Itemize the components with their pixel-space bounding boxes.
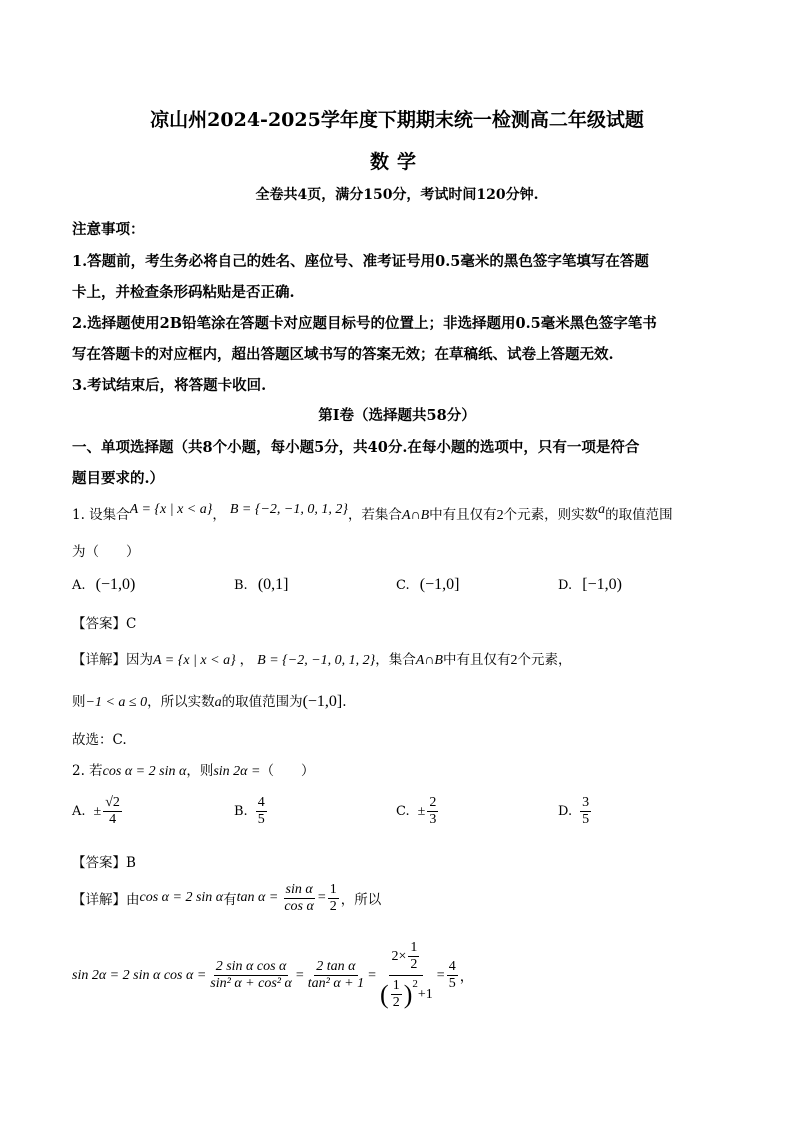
q1-detail-1d: 个元素， (517, 652, 572, 668)
q2-option-c-label: C. (396, 804, 410, 819)
q2-option-a-num: √2 (105, 795, 120, 810)
q2-detail-frac-2-den: 2 (329, 898, 337, 914)
q2-eq-frac-3-den-tail: +1 (417, 986, 433, 1002)
part-1-line-2: 题目要求的.） (72, 470, 165, 487)
q2-eq-eq2: = (368, 967, 377, 983)
q2-eq-frac-2 (306, 959, 366, 992)
q1-mid3: 个元素，则实数 (503, 507, 599, 523)
note-2-line-2: 写在答题卡的对应框内，超出答题区域书写的答案无效；在草稿纸、试卷上答题无效. (72, 346, 614, 363)
q1-detail-end: . (342, 694, 347, 710)
q2-option-d-den: 5 (582, 812, 590, 827)
q2-eq-frac-1 (208, 959, 294, 992)
part-1-line-1: 一、单项选择题（共8个小题，每小题5分，共40分.在每小题的选项中，只有一项是符合 (72, 439, 640, 456)
q1-detail-range: (−1,0] (302, 693, 343, 710)
q2-eq-frac-1-den: sin² α + cos² α (210, 976, 292, 991)
q1-option-d[interactable] (558, 576, 622, 594)
q2-detail-condition: cos α = 2 sin α (139, 890, 224, 905)
q1-option-c-value: (−1,0] (419, 576, 460, 593)
q2-detail-1b: 有 (223, 892, 237, 908)
q2-answer: 【答案】B (72, 855, 136, 871)
q1-detail-set-b: B = {−2, −1, 0, 1, 2} (257, 653, 376, 668)
q2-eq-square: 2 (412, 978, 418, 990)
q2-ask: sin 2α = (213, 764, 261, 779)
q1-detail-1c: 中有且仅有 (442, 652, 511, 668)
q1-option-a-label: A. (72, 578, 86, 593)
q1-option-b-label: B. (234, 578, 248, 593)
q2-detail-tag: 【详解】 (72, 892, 126, 908)
q1-detail-inequality: −1 < a ≤ 0 (85, 695, 148, 710)
q1-detail-line-2 (72, 690, 347, 711)
q1-detail-set-a: A = {x | x < a} (153, 653, 236, 668)
q2-option-b-num: 4 (257, 795, 265, 810)
q2-option-c-pm: ± (417, 803, 426, 819)
q2-prefix: 2. 若 (72, 763, 103, 779)
q1-comma: ， (212, 507, 226, 523)
q2-option-c-num: 2 (429, 795, 437, 810)
q2-option-a-label: A. (72, 804, 86, 819)
q1-detail-1a: 因为 (126, 652, 153, 668)
q2-option-b-label: B. (234, 804, 248, 819)
q2-detail-eq: = (317, 890, 326, 905)
q1-intersection: A∩B (401, 508, 430, 523)
q1-detail-2c: 的取值范围为 (221, 694, 303, 710)
q2-eq-frac-3-num-frac-d: 2 (410, 957, 418, 972)
q1-detail-2a: 则 (72, 694, 86, 710)
q2-eq-frac-2-den: tan² α + 1 (307, 976, 365, 991)
q2-detail-frac-1-den: cos α (284, 898, 314, 914)
q1-tail: 的取值范围 (605, 507, 673, 523)
q2-eq-lhs: sin 2α = 2 sin α cos α = (72, 967, 207, 983)
note-2-line-1: 2.选择题使用2B铅笔涂在答题卡对应题目标号的位置上；非选择题用0.5毫米黑色签字笔书 (72, 315, 657, 332)
q2-eq-frac-3 (378, 940, 435, 1011)
q2-detail-frac-1-num: sin α (285, 881, 313, 897)
q1-mid2: 中有且仅有 (429, 507, 497, 523)
q2-detail-line-1 (72, 878, 381, 918)
q2-option-d[interactable] (558, 795, 593, 828)
q2-eq-frac-3-den-frac-d: 2 (392, 995, 400, 1010)
q1-option-a-value: (−1,0) (95, 576, 136, 593)
q1-prefix: 1. 设集合 (72, 507, 130, 523)
q2-eq-eq3: = (436, 967, 445, 983)
q2-eq-eq1: = (295, 967, 304, 983)
q2-eq-frac-1-num: 2 sin α cos α (215, 959, 287, 974)
note-1-line-1: 1.答题前，考生务必将自己的姓名、座位号、准考证号用0.5毫米的黑色签字笔填写在答题 (72, 253, 649, 270)
q2-option-c-den: 3 (429, 812, 437, 827)
q2-option-a[interactable] (72, 795, 124, 828)
q2-detail-frac-2-num: 1 (329, 881, 337, 897)
q1-detail-intersection: A∩B (415, 653, 443, 668)
q1-mid: ，若集合 (347, 507, 402, 523)
q2-eq-result-den: 5 (448, 976, 456, 991)
q2-option-c[interactable] (396, 795, 440, 828)
q1-option-d-value: [−1,0) (582, 576, 622, 593)
q2-mid: ，则 (186, 763, 214, 779)
q1-detail-two: 2 (510, 653, 518, 668)
q1-answer: 【答案】C (72, 616, 137, 632)
q2-eq-frac-3-den-frac-n: 1 (392, 978, 400, 993)
q2-detail-1a: 由 (126, 892, 140, 908)
q1-detail-line-1: 【详解】因为A = {x | x < a} ， B = {−2, −1, 0, 1, 2}，集合A∩B中有且仅有2个元素， (72, 652, 572, 668)
q2-option-d-fraction (580, 795, 591, 828)
q1-set-a: A = {x | x < a} (129, 502, 213, 517)
q1-option-c-label: C. (396, 578, 410, 593)
q2-paren: （ ） (260, 763, 315, 779)
q1-var-a: a (598, 502, 606, 517)
q2-eq-frac-3-den-frac (391, 978, 402, 1011)
q2-detail-tan: tan α = (236, 890, 279, 905)
q1-option-c[interactable] (396, 576, 459, 594)
q2-condition: cos α = 2 sin α (102, 764, 187, 779)
q2-eq-frac-3-num-frac (408, 940, 419, 973)
q2-detail-1c: ，所以 (340, 892, 382, 908)
q1-option-d-label: D. (558, 578, 573, 593)
q2-eq-result-num: 4 (448, 959, 456, 974)
q1-set-b: B = {−2, −1, 0, 1, 2} (229, 502, 348, 517)
q1-detail-var-a: a (214, 695, 222, 710)
q2-option-d-label: D. (558, 804, 573, 819)
q2-option-b-den: 5 (257, 812, 265, 827)
q2-eq-result (447, 959, 458, 992)
q2-option-a-fraction (103, 795, 122, 828)
question-1-stem (72, 503, 673, 524)
section-title: 第Ⅰ卷（选择题共58分） (318, 407, 476, 424)
notes-heading: 注意事项： (72, 221, 145, 238)
q1-choose: 故选：C. (72, 732, 127, 748)
q2-eq-end: ， (459, 968, 474, 985)
q2-detail-frac-2 (328, 882, 339, 915)
q2-eq-frac-3-den: ( $\frac{1}{2}$ ) 2 +1 (380, 978, 433, 1010)
question-2-stem (72, 759, 314, 780)
note-3: 3.考试结束后，将答题卡收回. (72, 377, 267, 394)
q2-option-a-den: 4 (109, 812, 117, 827)
q2-option-c-fraction (427, 795, 438, 828)
q1-option-b[interactable] (234, 576, 288, 594)
page-title: 凉山州2024-2025学年度下期期末统一检测高二年级试题 (150, 109, 644, 131)
question-1-stem-line-2: 为（ ） (72, 544, 140, 560)
q2-detail-frac-1 (282, 882, 316, 915)
q1-detail-tag: 【详解】 (72, 652, 126, 668)
note-1-line-2: 卡上，并检查条形码粘贴是否正确. (72, 284, 295, 301)
q1-two: 2 (496, 508, 504, 523)
q2-eq-frac-2-num: 2 tan α (316, 959, 356, 974)
q2-eq-frac-3-num (389, 940, 423, 976)
q1-option-a[interactable] (72, 576, 135, 594)
q1-detail-1b: ，集合 (375, 652, 416, 668)
q2-option-d-num: 3 (582, 795, 590, 810)
q2-eq-frac-3-num-a: 2× (391, 948, 407, 964)
q1-option-b-value: (0,1] (257, 576, 289, 593)
q2-equation (72, 928, 474, 1023)
q2-option-b-fraction (256, 795, 267, 828)
exam-meta: 全卷共4页，满分150分，考试时间120分钟. (255, 187, 539, 203)
q2-eq-frac-3-num-frac-n: 1 (410, 940, 418, 955)
q1-detail-2b: ，所以实数 (147, 694, 215, 710)
subject-title: 数学 (369, 151, 424, 173)
q2-option-a-pm: ± (93, 803, 102, 819)
q2-option-b[interactable] (234, 795, 269, 828)
